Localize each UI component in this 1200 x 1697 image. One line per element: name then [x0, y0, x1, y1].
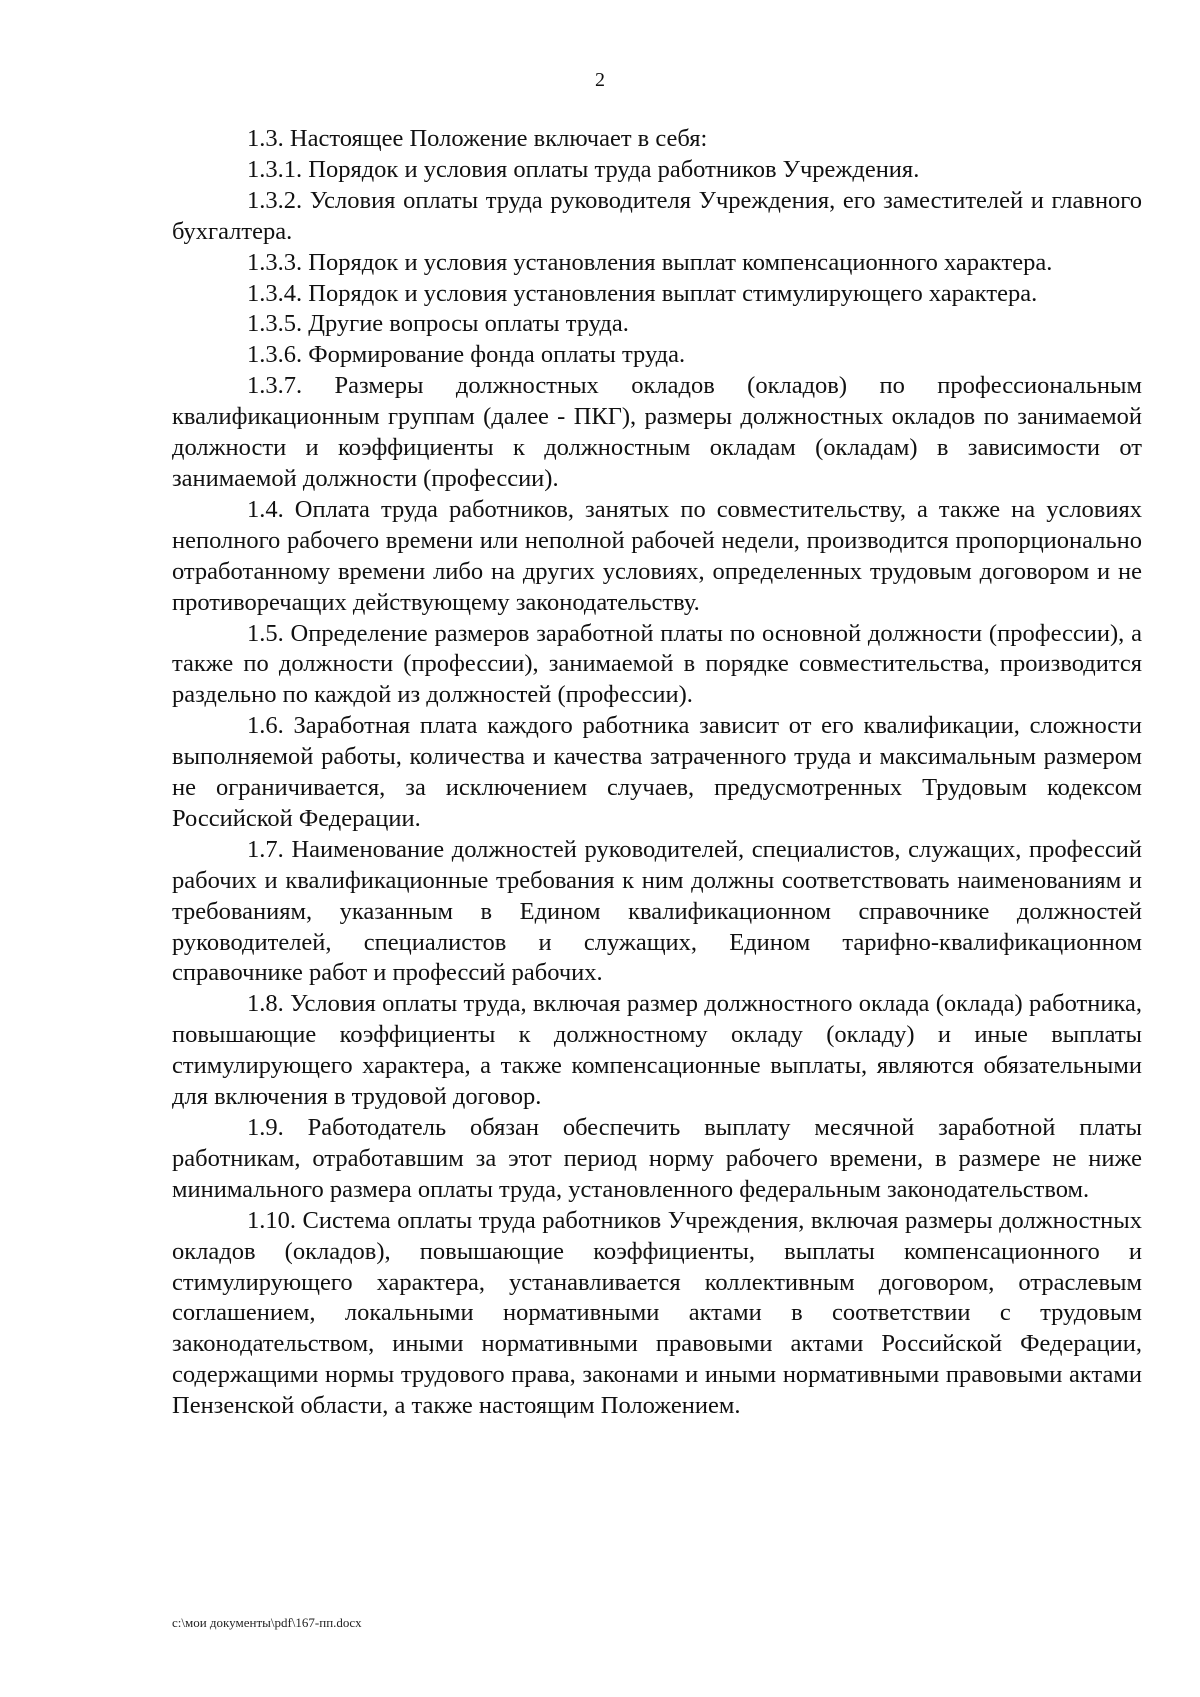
- paragraph-1-3-1: 1.3.1. Порядок и условия оплаты труда работников Учреждения.: [247, 155, 920, 183]
- paragraph-1-3-7: 1.3.7. Размеры должностных окладов (окладов) по профессиональным квалификационным группам (далее - ПКГ), размеры должностных окладов по занимаемой должности и коэффициенты к должностным окладам (окладам) в зависимости от занимаемой должности (профессии).: [172, 372, 1142, 492]
- document-body: [172, 124, 1142, 1422]
- page-number: 2: [595, 69, 605, 91]
- paragraph-1-3-6: 1.3.6. Формирование фонда оплаты труда.: [247, 341, 686, 369]
- paragraph-1-6: 1.6. Заработная плата каждого работника зависит от его квалификации, сложности выполняемой работы, количества и качества затраченного труда и максимальным размером не ограничивается, за исключением случаев, предусмотренных Трудовым кодексом Российской Федерации.: [172, 712, 1142, 832]
- footer-file-path: с:\мои документы\pdf\167-пп.docx: [172, 1615, 362, 1630]
- paragraph-1-7: 1.7. Наименование должностей руководителей, специалистов, служащих, профессий рабочих и квалификационные требования к ним должны соответствовать наименованиям и требованиям, указанным в Едином квалификационном справочнике должностей руководителей, специалистов и служащих, Едином тарифно-квалификационном справочнике работ и профессий рабочих.: [172, 835, 1142, 987]
- paragraph-1-3-3: 1.3.3. Порядок и условия установления выплат компенсационного характера.: [247, 248, 1053, 276]
- paragraph-1-9: 1.9. Работодатель обязан обеспечить выплату месячной заработной платы работникам, отработавшим за этот период норму рабочего времени, в размере не ниже минимального размера оплаты труда, установленного федеральным законодательством.: [172, 1114, 1142, 1203]
- paragraph-1-4: 1.4. Оплата труда работников, занятых по совместительству, а также на условиях неполного рабочего времени или неполной рабочей недели, производится пропорционально отработанному времени либо на других условиях, определенных трудовым договором и не противоречащих действующему законодательству.: [172, 495, 1142, 616]
- paragraph-1-10: 1.10. Система оплаты труда работников Учреждения, включая размеры должностных окладов (окладов), повышающие коэффициенты, выплаты компенсационного и стимулирующего характера, устанавливается коллективным договором, отраслевым соглашением, локальными нормативными актами в соответствии с трудовым законодательством, иными нормативными правовыми актами Российской Федерации, содержащими нормы трудового права, законами и иными нормативными правовыми актами Пензенской области, а также настоящим Положением.: [172, 1206, 1142, 1420]
- paragraph-1-8: 1.8. Условия оплаты труда, включая размер должностного оклада (оклада) работника, повышающие коэффициенты к должностному окладу (окладу) и иные выплаты стимулирующего характера, а также компенсационные выплаты, являются обязательными для включения в трудовой договор.: [172, 990, 1142, 1111]
- paragraph-1-5: 1.5. Определение размеров заработной платы по основной должности (профессии), а также по должности (профессии), занимаемой в порядке совместительства, производится раздельно по каждой из должностей (профессии).: [172, 619, 1142, 709]
- paragraph-1-3-5: 1.3.5. Другие вопросы оплаты труда.: [247, 310, 629, 338]
- paragraph-1-3: 1.3. Настоящее Положение включает в себя:: [247, 125, 708, 152]
- paragraph-1-3-4: 1.3.4. Порядок и условия установления выплат стимулирующего характера.: [247, 279, 1038, 307]
- paragraph-1-3-2: 1.3.2. Условия оплаты труда руководителя Учреждения, его заместителей и главного бухгалтера.: [172, 186, 1142, 245]
